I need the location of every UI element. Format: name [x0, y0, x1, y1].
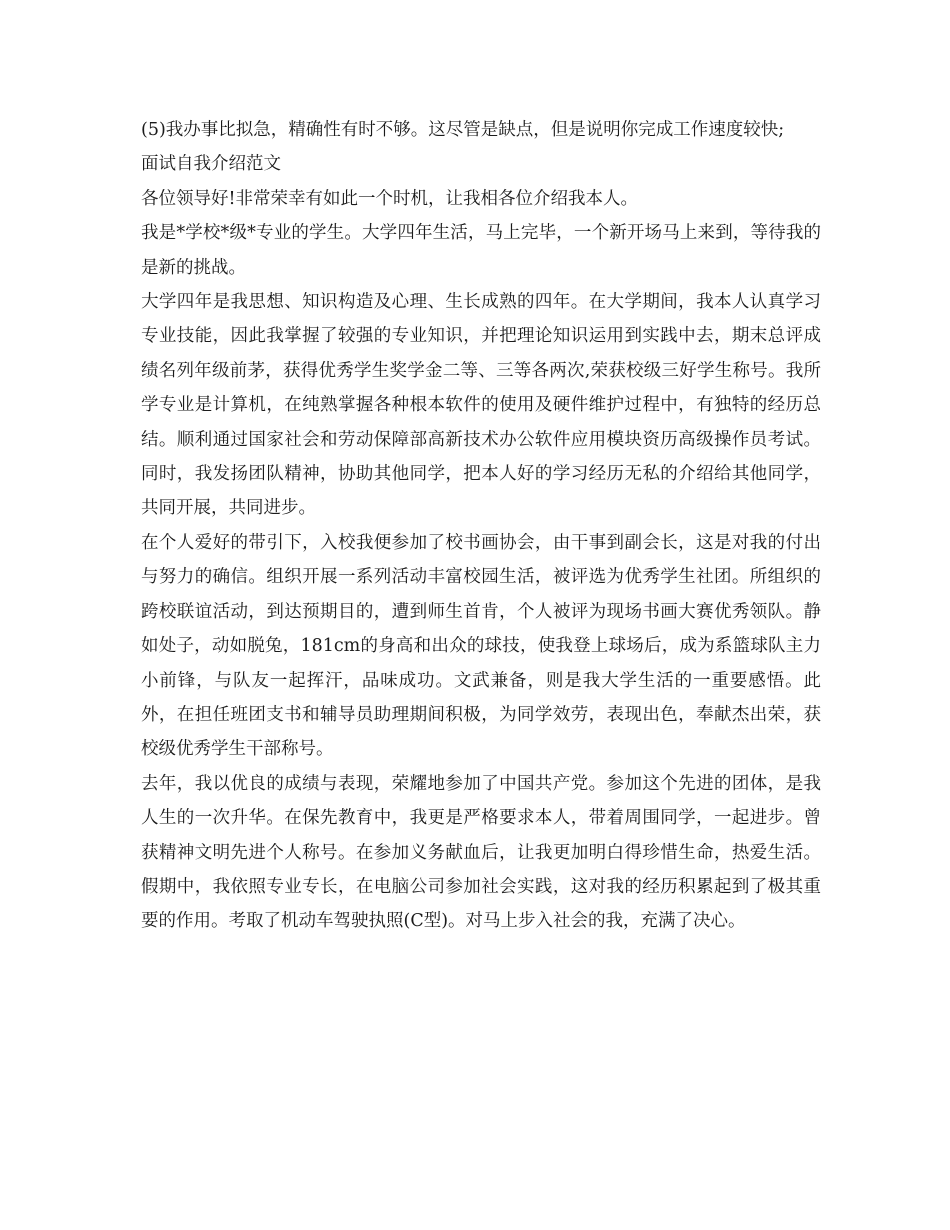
paragraph-study: 大学四年是我思想、知识构造及心理、生长成熟的四年。在大学期间，我本人认真学习专业技能，因此我掌握了较强的专业知识，并把理论知识运用到实践中去，期末总评成绩名列年级前茅，获得优秀学生奖学金二等、三等各两次,荣获校级三好学生称号。我所学专业是计算机，在纯熟掌握各种根本软件的使用及硬件维护过程中，有独特的经历总结。顺利通过国家社会和劳动保障部高新技术办公软件应用模块资历高级操作员考试。同时，我发扬团队精神，协助其他同学，把本人好的学习经历无私的介绍给其他同学，共同开展，共同进步。: [141, 292, 821, 519]
document-body: [141, 113, 821, 939]
section-heading: 面试自我介绍范文: [141, 154, 281, 175]
paragraph-shortcoming-item: (5)我办事比拟急，精确性有时不够。这尽管是缺点，但是说明你完成工作速度较快;: [141, 120, 785, 140]
paragraph-party-membership: 去年，我以优良的成绩与表现，荣耀地参加了中国共产党。参加这个先进的团体，是我人生的一次升华。在保先教育中，我更是严格要求本人，带着周围同学，一起进步。曾获精神文明先进个人称号。在参加义务献血后，让我更加明白得珍惜生命，热爱生活。假期中，我依照专业专长，在电脑公司参加社会实践，这对我的经历积累起到了极其重要的作用。考取了机动车驾驶执照(C型)。对马上步入社会的我，充满了决心。: [141, 773, 821, 932]
paragraph-activities: 在个人爱好的带引下，入校我便参加了校书画协会，由干事到副会长，这是对我的付出与努力的确信。组织开展一系列活动丰富校园生活，被评选为优秀学生社团。所组织的跨校联谊活动，到达预期目的，遭到师生首肯，个人被评为现场书画大赛优秀领队。静如处子，动如脱兔，181cm的身高和出众的球技，使我登上球场后，成为系篮球队主力小前锋，与队友一起挥汗，品味成功。文武兼备，则是我大学生活的一重要感悟。此外，在担任班团支书和辅导员助理期间积极，为同学效劳，表现出色，奉献杰出荣，获校级优秀学生干部称号。: [141, 532, 821, 760]
paragraph-introduction: 我是*学校*级*专业的学生。大学四年生活，马上完毕，一个新开场马上来到，等待我的是新的挑战。: [141, 223, 821, 278]
paragraph-greeting: 各位领导好!非常荣幸有如此一个时机，让我相各位介绍我本人。: [141, 188, 639, 209]
